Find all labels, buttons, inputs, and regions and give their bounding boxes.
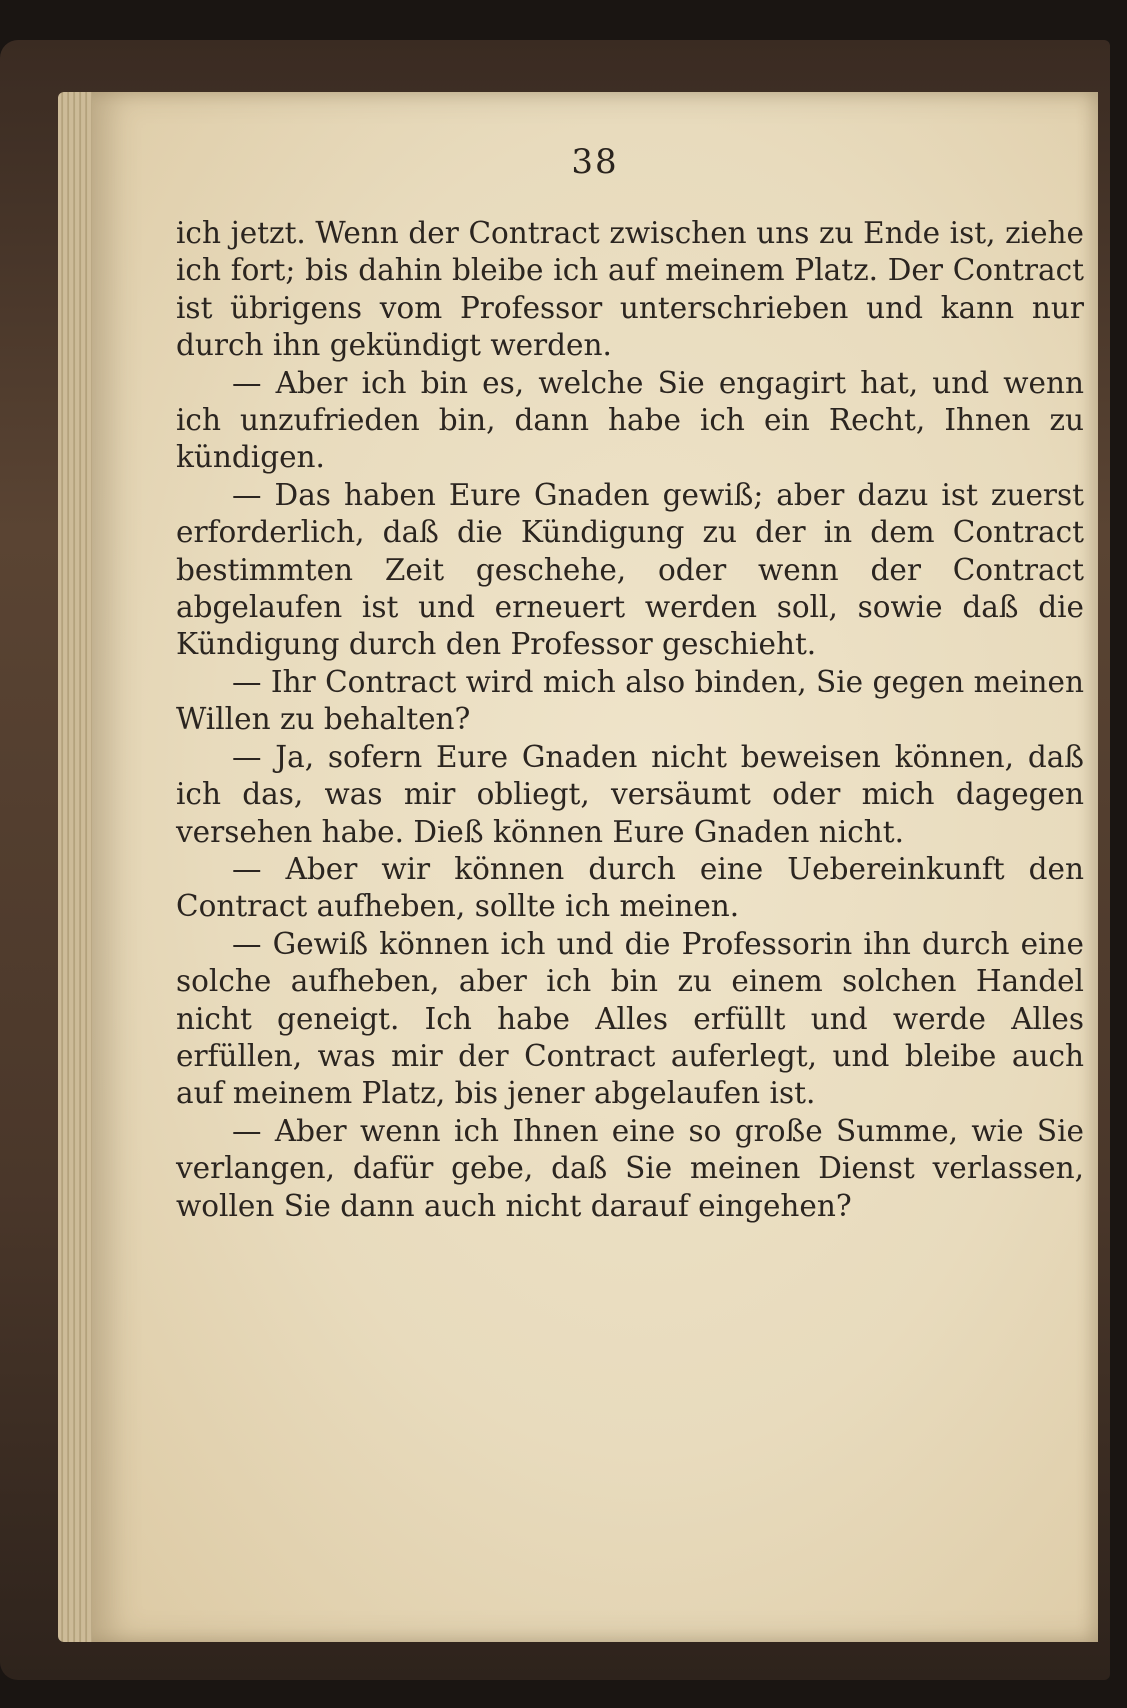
paragraph: — Gewiß können ich und die Professorin ihn durch eine solche aufheben, aber ich bin zu einem solchen Handel nicht geneigt. Ich habe Alles erfüllt und werde Alles erfüllen, was mir der Contract auferlegt, und bleibe auch auf meinem Platz, bis jener abgelaufen ist.: [176, 926, 1084, 1111]
paragraph: — Aber ich bin es, welche Sie engagirt hat, und wenn ich unzufrieden bin, dann habe ich ein Recht, Ihnen zu kündigen.: [176, 365, 1084, 475]
paragraph: — Ihr Contract wird mich also binden, Sie gegen meinen Willen zu behalten?: [176, 664, 1084, 737]
paragraph: — Aber wenn ich Ihnen eine so große Summe, wie Sie verlangen, dafür gebe, daß Sie meinen Dienst verlassen, wollen Sie dann auch nicht darauf eingehen?: [176, 1113, 1084, 1223]
page-number: 38: [571, 142, 619, 182]
paragraph: — Das haben Eure Gnaden gewiß; aber dazu ist zuerst erforderlich, daß die Kündigung zu der in dem Contract bestimmten Zeit geschehe, oder wenn der Contract abgelaufen ist und erneuert werden soll, sowie daß die Kündigung durch den Professor geschieht.: [176, 477, 1084, 662]
page-text: [176, 215, 1084, 1225]
paragraph: — Aber wir können durch eine Uebereinkunft den Contract aufheben, sollte ich meinen.: [176, 851, 1084, 924]
paragraph: — Ja, sofern Eure Gnaden nicht beweisen können, daß ich das, was mir obliegt, versäumt oder mich dagegen versehen habe. Dieß können Eure Gnaden nicht.: [176, 739, 1084, 849]
paragraph: ich jetzt. Wenn der Contract zwischen uns zu Ende ist, ziehe ich fort; bis dahin bleibe ich auf meinem Platz. Der Contract ist übrigens vom Professor unterschrieben und kann nur durch ihn gekündigt werden.: [176, 216, 1084, 363]
